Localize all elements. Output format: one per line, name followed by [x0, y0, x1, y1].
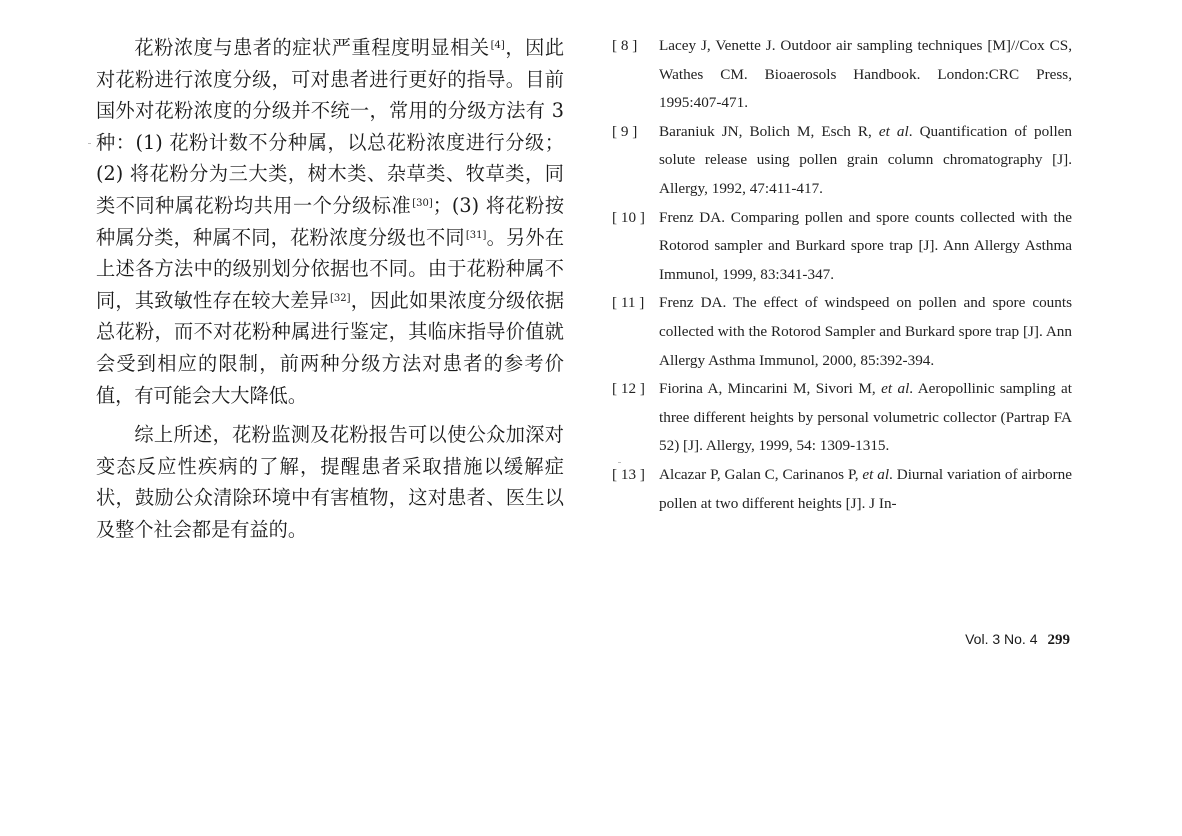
paragraph-text: 花粉浓度与患者的症状严重程度明显相关 — [134, 36, 490, 59]
reference-number: [ 12 ] — [612, 380, 645, 398]
reference-number: [ 13 ] — [612, 465, 645, 483]
page-number: 299 — [1047, 632, 1070, 648]
paragraph-text: 。另外在上述各方法中的级别划分依据也不同。由于花粉种属不同，其致敏性存在较大差异 — [96, 225, 565, 312]
reference-item — [612, 461, 1072, 518]
reference-text-run: . Quantification of pollen solute release using pollen grain column chromatography [J]. Allergy, 1992, 47:411-417. — [659, 122, 1072, 197]
citation-marker: [4] — [490, 40, 505, 51]
reference-text-run: Baraniuk JN, Bolich M, Esch R, — [659, 122, 879, 140]
reference-number: [ 10 ] — [612, 208, 645, 226]
reference-text — [659, 123, 1072, 197]
reference-list — [612, 32, 1072, 518]
scan-speck — [88, 143, 91, 144]
reference-item — [612, 289, 1072, 375]
reference-item — [612, 375, 1072, 461]
reference-text-run: Lacey J, Venette J. Outdoor air sampling techniques [M]//Cox CS, Wathes CM. Bioaerosols Handbook. London:CRC Press, 1995:407-471. — [659, 37, 1072, 112]
reference-text-run: . Diurnal variation of airborne pollen at two different heights [J]. J In- — [659, 465, 1072, 512]
volume-issue: Vol. 3 No. 4 — [965, 631, 1038, 647]
reference-text — [659, 380, 1072, 454]
reference-item — [612, 204, 1072, 290]
body-paragraph — [96, 32, 564, 411]
paragraph-text: 综上所述，花粉监测及花粉报告可以使公众加深对变态反应性疾病的了解，提醒患者采取措施以缓解症状，鼓励公众清除环境中有害植物，这对患者、医生以及整个社会都是有益的。 — [96, 423, 564, 541]
reference-number: [ 8 ] — [612, 37, 638, 54]
reference-text — [659, 294, 1072, 368]
reference-text — [659, 209, 1072, 283]
reference-text-run: Frenz DA. Comparing pollen and spore counts collected with the Rotorod sampler and Burkard spore trap [J]. Ann Allergy Asthma Immunol, 1999, 83:341-347. — [659, 208, 1072, 283]
reference-text — [659, 466, 1072, 512]
reference-text-run: Fiorina A, Mincarini M, Sivori M, — [659, 380, 882, 398]
body-paragraph — [96, 419, 564, 545]
reference-text-run: Alcazar P, Galan C, Carinanos P, — [659, 465, 863, 483]
reference-text-run: Frenz DA. The effect of windspeed on pollen and spore counts collected with the Rotorod Sampler and Burkard spore trap [J]. Ann Allergy Asthma Immunol, 2000, 85:392-394. — [659, 294, 1072, 369]
reference-item — [612, 32, 1072, 118]
body-text-column — [96, 32, 564, 546]
reference-text-run: . Aeropollinic sampling at three different heights by personal volumetric collector (Partrap FA 52) [J]. Allergy, 1999, 54: 1309-1315. — [659, 380, 1072, 455]
reference-et-al: et al — [881, 380, 910, 398]
reference-et-al: et al — [878, 122, 909, 140]
citation-marker: [30] — [412, 197, 433, 209]
citation-marker: [31] — [465, 229, 487, 241]
scan-speck — [618, 462, 621, 463]
reference-et-al: et al — [862, 465, 890, 483]
reference-item — [612, 118, 1072, 204]
paragraph-text: ，因此对花粉进行浓度分级，可对患者进行更好的指导。目前国外对花粉浓度的分级并不统一，常用的分级方法有 3 种：(1) 花粉计数不分种属，以总花粉浓度进行分级；(2) 将花粉分为三大类，树木类、杂草类、牧草类，同类不同种属花粉均共用一个分级标准 — [96, 36, 565, 217]
reference-number: [ 11 ] — [612, 294, 645, 312]
reference-number: [ 9 ] — [612, 122, 638, 140]
paragraph-text: ；(3) 将花粉按种属分类，种属不同，花粉浓度分级也不同 — [96, 193, 565, 249]
paragraph-text: ，因此如果浓度分级依据总花粉，而不对花粉种属进行鉴定，其临床指导价值就会受到相应的限制，前两种分级方法对患者的参考价值，有可能会大大降低。 — [96, 288, 565, 407]
reference-text — [659, 37, 1072, 111]
page-footer — [870, 631, 1070, 649]
citation-marker: [32] — [329, 292, 351, 304]
